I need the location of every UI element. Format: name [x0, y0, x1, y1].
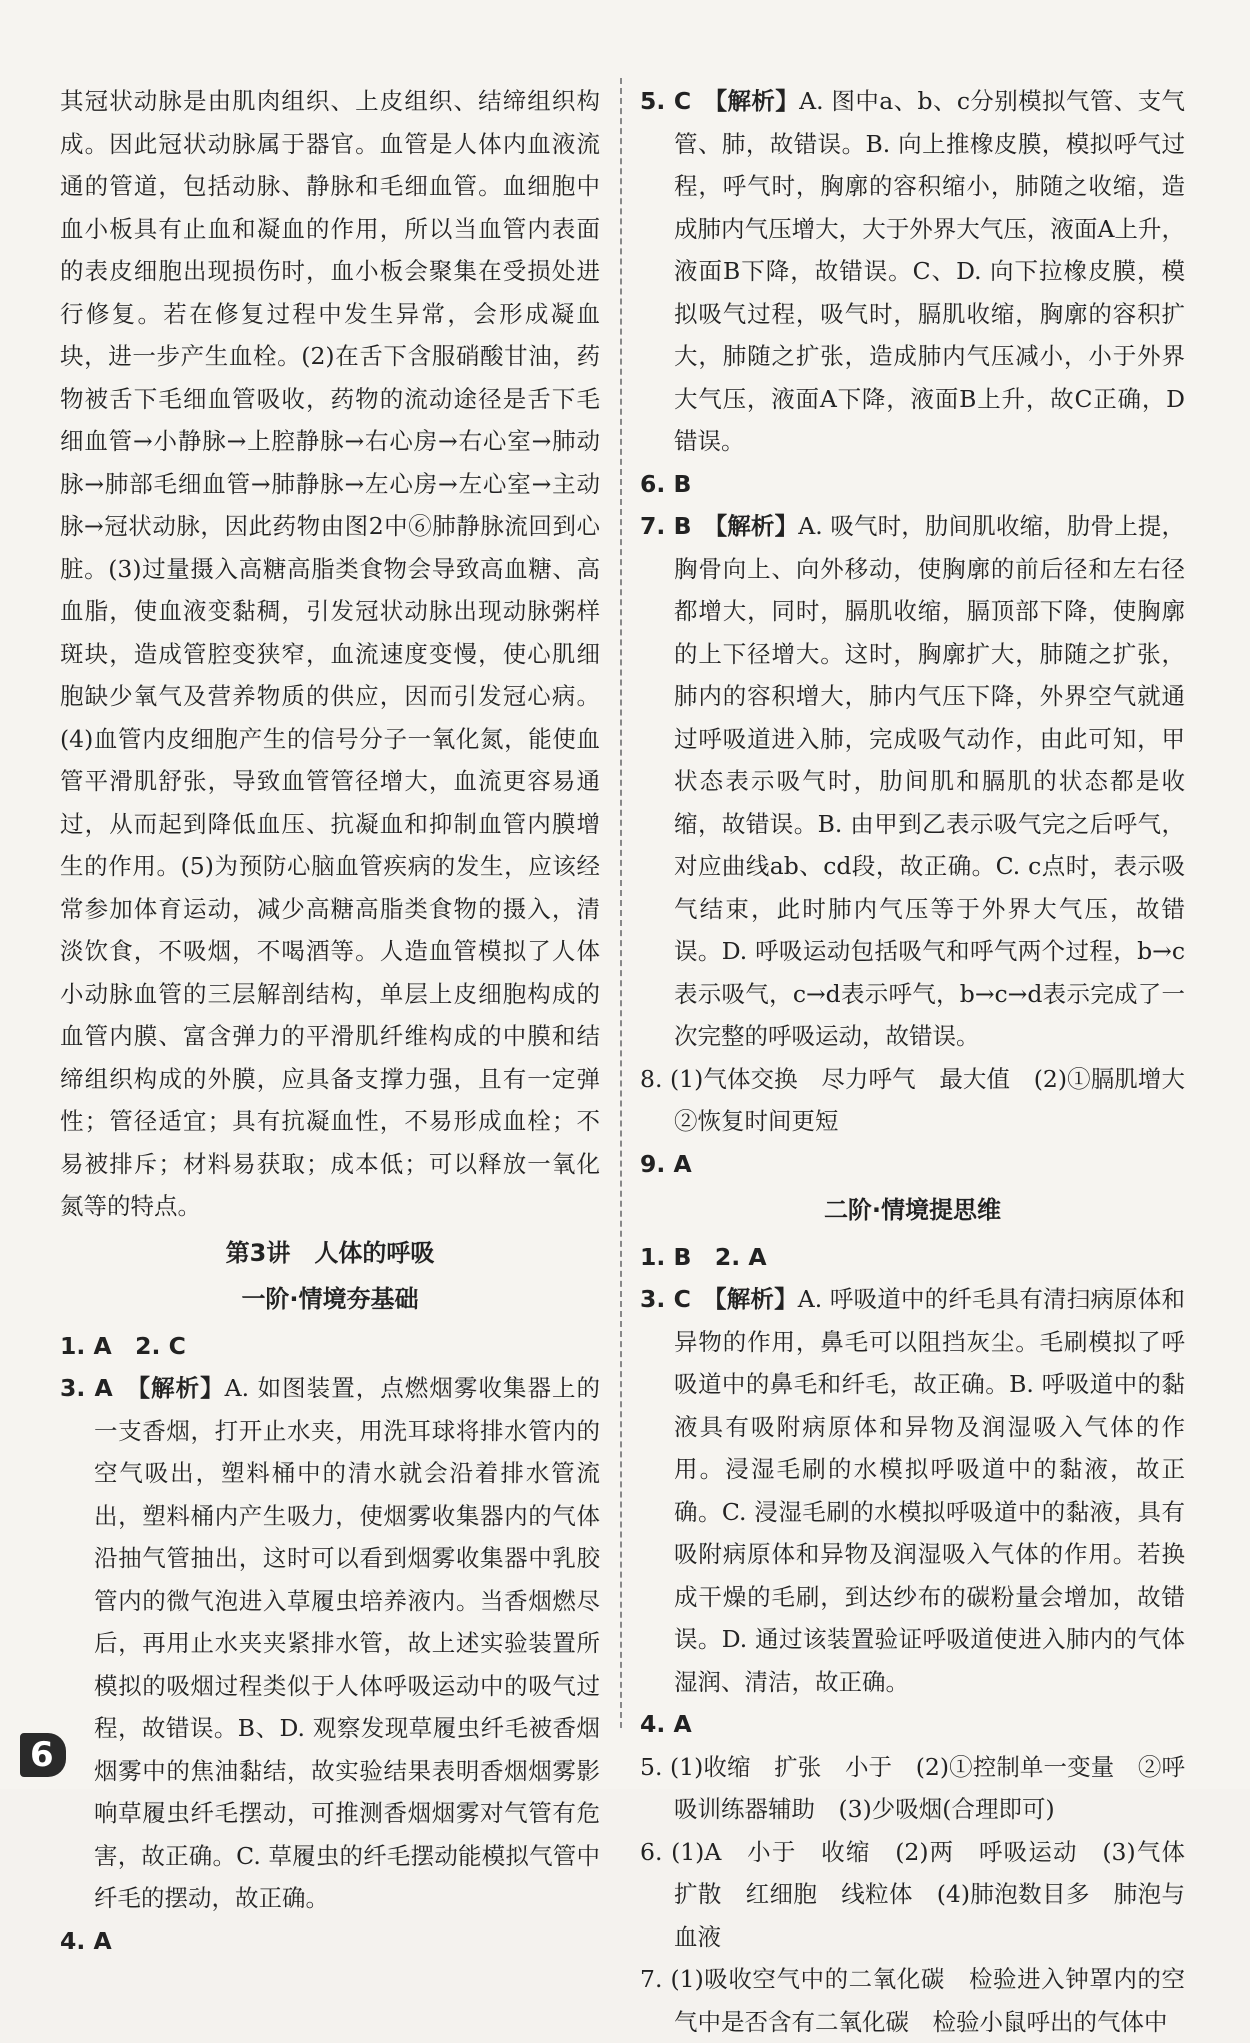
answer-number: 3. A: [60, 1374, 113, 1402]
answer-text: 9. A: [640, 1149, 692, 1178]
answer-1-2: [60, 1325, 600, 1368]
answer-4: [60, 1920, 600, 1963]
section-title-basic: 一阶·情境夯基础: [241, 1285, 419, 1313]
answer-7: [640, 505, 1185, 1058]
answer-text: 4. A: [640, 1710, 692, 1738]
s2-answer-4: [640, 1703, 1185, 1746]
analysis-text: A. 如图装置，点燃烟雾收集器上的一支香烟，打开止水夹，用洗耳球将排水管内的空气吸出，塑料桶中的清水就会沿着排水管流出，塑料桶内产生吸力，使烟雾收集器内的气体沿抽气管抽出，这时可以看到烟雾收集器中乳胶管内的微气泡进入草履虫培养液内。当香烟燃尽后，再用止水夹夹紧排水管，故上述实验装置所模拟的吸烟过程类似于人体呼吸运动中的吸气过程，故错误。B、D. 观察发现草履虫纤毛被香烟烟雾中的焦油黏结，故实验结果表明香烟烟雾影响草履虫纤毛摆动，可推测香烟烟雾对气管有危害，故正确。C. 草履虫的纤毛摆动能模拟气管中纤毛的摆动，故正确。: [94, 1374, 601, 1912]
answer-text: 4. A: [60, 1926, 112, 1955]
paragraph-continued: 其冠状动脉是由肌肉组织、上皮组织、结缔组织构成。因此冠状动脉属于器官。血管是人体内血液流通的管道，包括动脉、静脉和毛细血管。血细胞中血小板具有止血和凝血的作用，所以当血管内表面的表皮细胞出现损伤时，血小板会聚集在受损处进行修复。若在修复过程中发生异常，会形成凝血块，进一步产生血栓。(2)在舌下含服硝酸甘油，药物被舌下毛细血管吸收，药物的流动途径是舌下毛细血管→小静脉→上腔静脉→右心房→右心室→肺动脉→肺部毛细血管→肺静脉→左心房→左心室→主动脉→冠状动脉，因此药物由图2中⑥肺静脉流回到心脏。(3)过量摄入高糖高脂类食物会导致高血糖、高血脂，使血液变黏稠，引发冠状动脉出现动脉粥样斑块，造成管腔变狭窄，血流速度变慢，使心肌细胞缺少氧气及营养物质的供应，因而引发冠心病。(4)血管内皮细胞产生的信号分子一氧化氮，能使血管平滑肌舒张，导致血管管径增大，血流更容易通过，从而起到降低血压、抗凝血和抑制血管内膜增生的作用。(5)为预防心脑血管疾病的发生，应该经常参加体育运动，减少高糖高脂类食物的摄入，清淡饮食，不吸烟，不喝酒等。人造血管模拟了人体小动脉血管的三层解剖结构，单层上皮细胞构成的血管内膜、富含弹力的平滑肌纤维构成的中膜和结缔组织构成的外膜，应具备支撑力强，且有一定弹性；管径适宜；具有抗凝血性，不易形成血栓；不易被排斥；材料易获取；成本低；可以释放一氧化氮等的特点。: [60, 87, 600, 1220]
analysis-tag: 【解析】: [138, 1374, 225, 1402]
answer-9: [640, 1143, 1185, 1186]
answer-3: [60, 1367, 600, 1920]
analysis-tag: 【解析】: [715, 512, 799, 540]
analysis-tag: 【解析】: [715, 87, 800, 115]
answer-8: 8. (1)气体交换 尽力呼气 最大值 (2)①膈肌增大 ②恢复时间更短: [640, 1064, 1209, 1135]
analysis-text: A. 呼吸道中的纤毛具有清扫病原体和异物的作用，鼻毛可以阻挡灰尘。毛刷模拟了呼吸道中的鼻毛和纤毛，故正确。B. 呼吸道中的黏液具有吸附病原体和异物及润湿吸入气体的作用。浸湿毛刷的水模拟呼吸道中的黏液，故正确。C. 浸湿毛刷的水模拟呼吸道中的黏液，具有吸附病原体和异物及润湿吸入气体的作用。若换成干燥的毛刷，到达纱布的碳粉量会增加，故错误。D. 通过该装置验证呼吸道使进入肺内的气体湿润、清洁，故正确。: [674, 1285, 1185, 1696]
answer-6: [640, 463, 1185, 506]
analysis-text: A. 图中a、b、c分别模拟气管、支气管、肺，故错误。B. 向上推橡皮膜，模拟呼气过程，呼气时，胸廓的容积缩小，肺随之收缩，造成肺内气压增大，大于外界大气压，液面A上升，液面B下降，故错误。C、D. 向下拉橡皮膜，模拟吸气过程，吸气时，膈肌收缩，胸廓的容积扩大，肺随之扩张，造成肺内气压减小，小于外界大气压，液面A下降，液面B上升，故C正确，D错误。: [674, 87, 1185, 455]
analysis-tag: 【解析】: [714, 1285, 798, 1313]
s2-answer-5: 5. (1)收缩 扩张 小于 (2)①控制单一变量 ②呼吸训练器辅助 (3)少吸烟(合理即可): [640, 1752, 1185, 1823]
analysis-text: A. 吸气时，肋间肌收缩，肋骨上提，胸骨向上、向外移动，使胸廓的前后径和左右径都增大，同时，膈肌收缩，膈顶部下降，使胸廓的上下径增大。这时，胸廓扩大，肺随之扩张，肺内的容积增大，肺内气压下降，外界空气就通过呼吸道进入肺，完成吸气动作，由此可知，甲状态表示吸气时，肋间肌和膈肌的状态都是收缩，故错误。B. 由甲到乙表示吸气完之后呼气，对应曲线ab、cd段，故正确。C. c点时，表示吸气结束，此时肺内气压等于外界大气压，故错误。D. 呼吸运动包括吸气和呼气两个过程，b→c表示吸气，c→d表示呼气，b→c→d表示完成了一次完整的呼吸运动，故错误。: [674, 512, 1186, 1050]
s2-answer-6: 6. (1)A 小于 收缩 (2)两 呼吸运动 (3)气体扩散 红细胞 线粒体 (4)肺泡数目多 肺泡与血液: [640, 1837, 1185, 1951]
s2-answer-7: 7. (1)吸收空气中的二氧化碳 检验进入钟罩内的空气中是否含有二氧化碳 检验小鼠呼出的气体中: [640, 1965, 1185, 2036]
answer-5: [640, 80, 1185, 463]
column-divider: [620, 78, 622, 1728]
section-title-thinking: 二阶·情境提思维: [823, 1196, 1002, 1224]
s2-answer-1-2: [640, 1236, 1185, 1279]
left-column: [60, 80, 600, 1962]
answer-text: 1. A 2. C: [60, 1331, 186, 1360]
page-number: 6: [20, 1733, 66, 1777]
answer-number: 3. C: [640, 1285, 691, 1313]
s2-answer-3: [640, 1278, 1185, 1703]
answer-number: 7. B: [640, 512, 692, 540]
answer-text: 1. B 2. A: [640, 1242, 767, 1271]
right-column: [640, 80, 1209, 2043]
answer-number: 5. C: [640, 87, 692, 115]
lecture-title: 第3讲 人体的呼吸: [225, 1238, 435, 1267]
answer-text: 6. B: [640, 469, 692, 498]
